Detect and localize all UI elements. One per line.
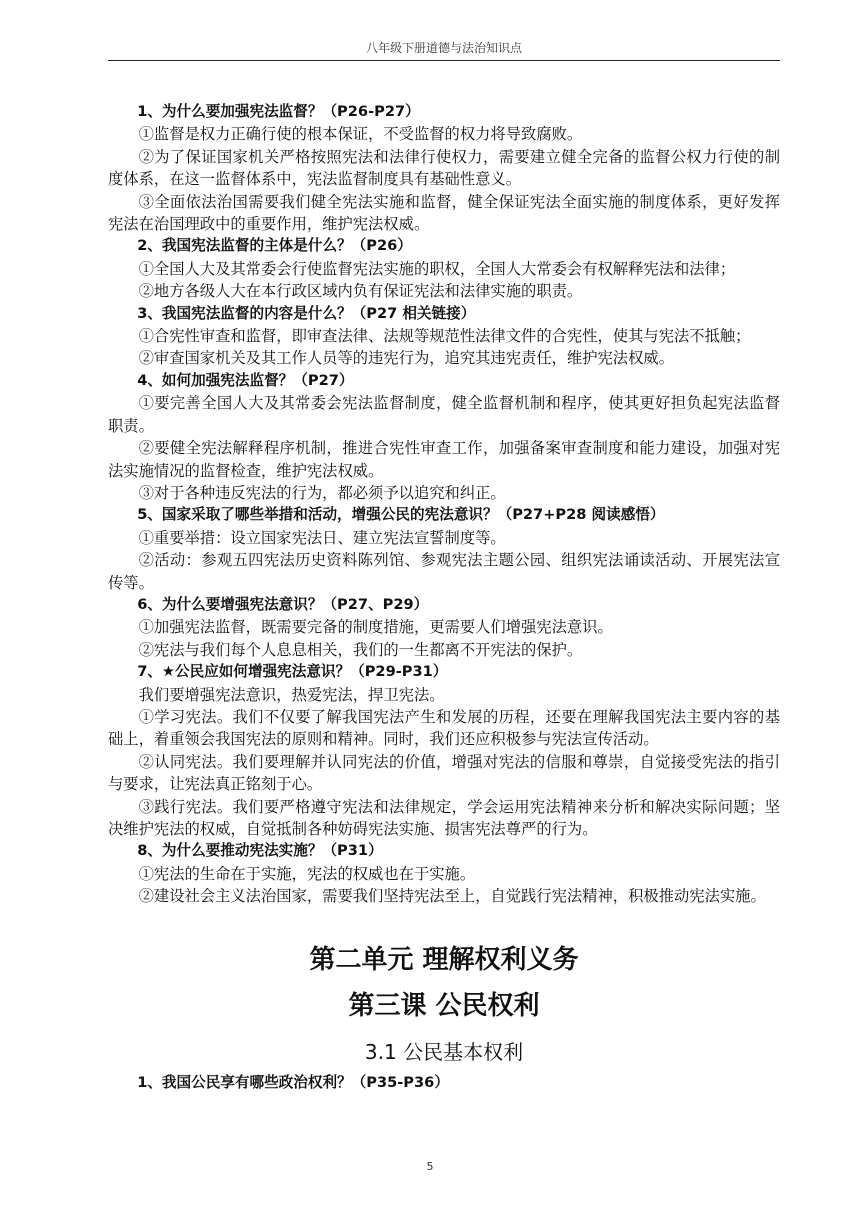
lesson-heading: 第三课 公民权利	[348, 991, 540, 1021]
question-heading: 2、我国宪法监督的主体是什么？（P26）	[137, 237, 412, 255]
answer-paragraph: ①监督是权力正确行使的根本保证，不受监督的权力将导致腐败。	[138, 125, 583, 144]
answer-paragraph: ②要健全宪法解释程序机制，推进合宪性审查工作，加强备案审查制度和能力建设，加强对宪法实施情况的监督检查，维护宪法权威。	[108, 439, 780, 480]
page-number: 5	[426, 1160, 434, 1173]
answer-paragraph: ③践行宪法。我们要严格遵守宪法和法律规定，学会运用宪法精神来分析和解决实际问题；坚决维护宪法的权威，自觉抵制各种妨碍宪法实施、损害宪法尊严的行为。	[108, 797, 780, 838]
answer-paragraph: ②认同宪法。我们要理解并认同宪法的价值，增强对宪法的信服和尊崇，自觉接受宪法的指引与要求，让宪法真正铭刻于心。	[108, 752, 780, 794]
answer-paragraph: ③对于各种违反宪法的行为，都必须予以追究和纠正。	[138, 483, 506, 502]
question-heading: 6、为什么要增强宪法意识？（P27、P29）	[137, 595, 429, 613]
question-heading: 4、如何加强宪法监督？（P27）	[137, 371, 354, 389]
section-heading: 3.1 公民基本权利	[364, 1040, 524, 1064]
answer-paragraph: ②宪法与我们每个人息息相关，我们的一生都离不开宪法的保护。	[138, 640, 583, 659]
answer-paragraph: ①宪法的生命在于实施，宪法的权威也在于实施。	[138, 864, 476, 883]
question-heading: 7、★公民应如何增强宪法意识？（P29-P31）	[137, 663, 448, 681]
question-heading: 5、国家采取了哪些举措和活动，增强公民的宪法意识？（P27+P28 阅读感悟）	[137, 506, 665, 524]
answer-paragraph: ②建设社会主义法治国家，需要我们坚持宪法至上，自觉践行宪法精神，积极推动宪法实施。	[138, 887, 766, 906]
page-header	[108, 40, 780, 61]
answer-paragraph: ①合宪性审查和监督，即审查法律、法规等规范性法律文件的合宪性，使其与宪法不抵触；	[138, 327, 751, 346]
answer-paragraph: ②活动：参观五四宪法历史资料陈列馆、参观宪法主题公园、组织宪法诵读活动、开展宪法宣传等。	[108, 551, 780, 592]
answer-paragraph: ①要完善全国人大及其常委会宪法监督制度，健全监督机制和程序，使其更好担负起宪法监督职责。	[108, 394, 780, 435]
answer-paragraph: ①全国人大及其常委会行使监督宪法实施的职权，全国人大常委会有权解释宪法和法律；	[138, 259, 736, 278]
question-heading: 8、为什么要推动宪法实施？（P31）	[137, 842, 383, 860]
document-body	[108, 101, 780, 908]
question-heading	[108, 1072, 780, 1094]
header-title: 八年级下册道德与法治知识点	[365, 41, 522, 55]
question-heading: 1、为什么要加强宪法监督？（P26-P27）	[137, 103, 420, 120]
question-heading: 3、我国宪法监督的内容是什么？（P27 相关链接）	[137, 304, 476, 322]
answer-paragraph: ②为了保证国家机关严格按照宪法和法律行使权力，需要建立健全完备的监督公权力行使的制度体系，在这一监督体系中，宪法监督制度具有基础性意义。	[108, 147, 780, 189]
answer-paragraph: ①重要举措：设立国家宪法日、建立宪法宣誓制度等。	[138, 528, 506, 547]
answer-paragraph: ①加强宪法监督，既需要完备的制度措施，更需要人们增强宪法意识。	[138, 618, 613, 637]
answer-paragraph: ③全面依法治国需要我们健全宪法实施和监督，健全保证宪法全面实施的制度体系，更好发挥宪法在治国理政中的重要作用，维护宪法权威。	[108, 192, 780, 234]
answer-paragraph: ②审查国家机关及其工作人员等的违宪行为，追究其违宪责任，维护宪法权威。	[138, 349, 674, 368]
answer-paragraph: ①学习宪法。我们不仅要了解我国宪法产生和发展的历程，还要在理解我国宪法主要内容的基础上，着重领会我国宪法的原则和精神。同时，我们还应积极参与宪法宣传活动。	[108, 707, 780, 749]
answer-paragraph: ②地方各级人大在本行政区域内负有保证宪法和法律实施的职责。	[138, 282, 583, 301]
question-text: 1、我国公民享有哪些政治权利？（P35-P36）	[137, 1074, 449, 1091]
answer-paragraph: 我们要增强宪法意识，热爱宪法，捍卫宪法。	[138, 685, 445, 704]
unit-heading: 第二单元 理解权利义务	[309, 945, 579, 975]
